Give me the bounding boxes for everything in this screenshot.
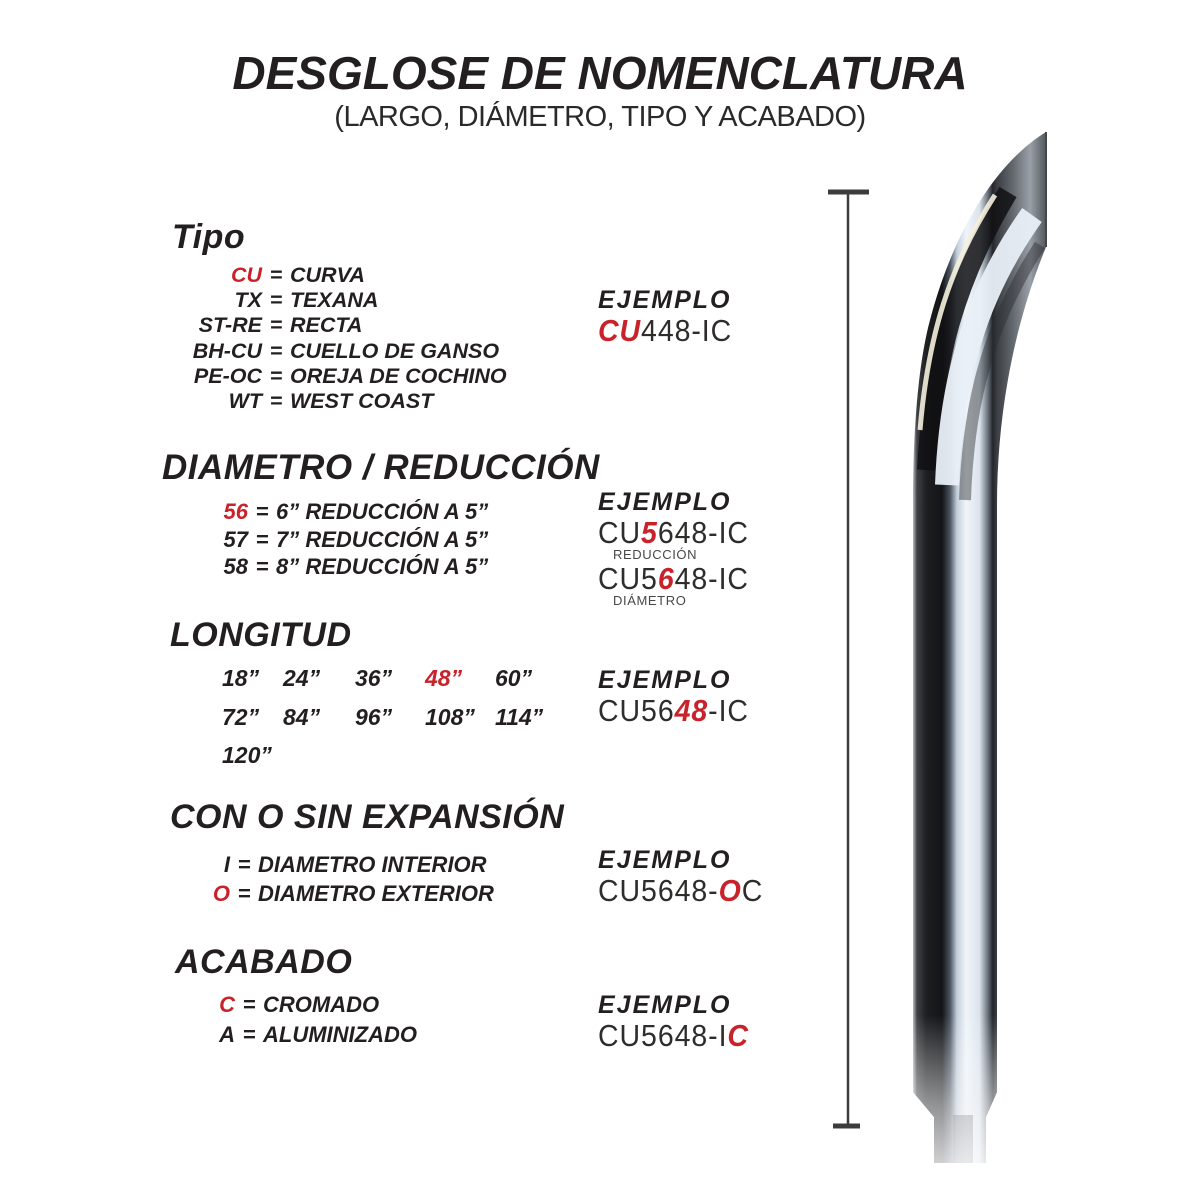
code-highlight: C xyxy=(727,1018,749,1053)
diameter-code: 58 xyxy=(223,554,248,580)
length-value: 60” xyxy=(495,665,533,691)
code-rest: 648-IC xyxy=(657,515,749,550)
code-rest: CU56 xyxy=(598,693,675,728)
type-value: CURVA xyxy=(290,263,365,287)
example-label: EJEMPLO xyxy=(598,286,732,314)
diameter-value: 7” REDUCCIÓN A 5” xyxy=(276,526,489,552)
length-value: 114” xyxy=(495,703,544,730)
length-value: 84” xyxy=(283,703,321,730)
equals-sign: = xyxy=(255,554,269,580)
equals-sign: = xyxy=(255,526,269,552)
type-value: TEXANA xyxy=(290,288,379,313)
type-value: WEST COAST xyxy=(290,389,434,414)
code-highlight: O xyxy=(718,873,742,908)
type-code: CU xyxy=(230,263,262,287)
equals-sign: = xyxy=(269,288,283,313)
type-value: RECTA xyxy=(290,313,363,338)
page-title: DESGLOSE DE NOMENCLATURA xyxy=(232,47,968,99)
length-value: 48” xyxy=(425,665,463,691)
finish-value: ALUMINIZADO xyxy=(263,1022,417,1047)
example-label: EJEMPLO xyxy=(598,666,732,694)
code-rest: -IC xyxy=(708,693,749,728)
section-tipo-heading: Tipo xyxy=(172,218,246,256)
section-diametro-heading: DIAMETRO / REDUCCIÓN xyxy=(162,448,600,487)
equals-sign: = xyxy=(237,852,251,877)
length-value: 36” xyxy=(355,665,393,691)
code-rest: CU5648-I xyxy=(598,1018,728,1053)
length-value: 18” xyxy=(222,665,260,691)
length-value: 108” xyxy=(425,703,475,730)
code-rest: 448-IC xyxy=(641,313,733,348)
diameter-value: 8” REDUCCIÓN A 5” xyxy=(276,554,489,580)
finish-value: CROMADO xyxy=(263,992,380,1017)
code-highlight: 5 xyxy=(641,515,658,550)
code-rest: CU5 xyxy=(598,561,658,596)
type-value: OREJA DE COCHINO xyxy=(290,363,507,388)
expansion-code: O xyxy=(212,880,230,906)
code-rest: CU xyxy=(598,515,642,550)
type-code: ST-RE xyxy=(198,313,262,338)
code-rest: 48-IC xyxy=(674,561,749,596)
length-value: 96” xyxy=(355,703,393,730)
length-value: 24” xyxy=(283,665,321,691)
equals-sign: = xyxy=(242,1022,256,1047)
length-value: 120” xyxy=(222,742,272,768)
equals-sign: = xyxy=(242,992,256,1017)
equals-sign: = xyxy=(269,338,283,363)
code-highlight: CU xyxy=(598,313,642,348)
code-highlight: 48 xyxy=(674,693,709,728)
example-caption: REDUCCIÓN xyxy=(613,547,698,562)
section-acabado-heading: ACABADO xyxy=(175,943,353,981)
expansion-value: DIAMETRO INTERIOR xyxy=(258,852,487,877)
equals-sign: = xyxy=(269,363,283,388)
type-code: PE-OC xyxy=(193,363,262,388)
expansion-code: I xyxy=(223,852,230,877)
type-code: TX xyxy=(234,288,262,313)
diameter-value: 6” REDUCCIÓN A 5” xyxy=(276,499,489,524)
equals-sign: = xyxy=(269,313,283,338)
example-label: EJEMPLO xyxy=(598,991,732,1019)
equals-sign: = xyxy=(255,499,269,524)
finish-code: A xyxy=(219,1022,235,1047)
code-rest: CU5648- xyxy=(598,873,719,908)
example-label: EJEMPLO xyxy=(598,846,732,874)
diameter-code: 56 xyxy=(223,499,248,524)
equals-sign: = xyxy=(269,389,283,414)
type-code: WT xyxy=(228,389,262,414)
code-rest: C xyxy=(741,873,764,908)
diameter-code: 57 xyxy=(223,526,248,552)
type-value: CUELLO DE GANSO xyxy=(290,338,500,363)
section-expansion-heading: CON O SIN EXPANSIÓN xyxy=(170,798,565,836)
equals-sign: = xyxy=(237,880,251,906)
height-measure-line xyxy=(828,192,869,1126)
code-highlight: 6 xyxy=(657,561,675,596)
length-value: 72” xyxy=(222,703,260,730)
page-subtitle: (LARGO, DIÁMETRO, TIPO Y ACABADO) xyxy=(334,101,866,133)
equals-sign: = xyxy=(269,263,283,287)
example-label: EJEMPLO xyxy=(598,488,732,516)
type-code: BH-CU xyxy=(192,338,262,363)
example-caption: DIÁMETRO xyxy=(613,593,687,608)
section-longitud-heading: LONGITUD xyxy=(170,616,352,654)
expansion-value: DIAMETRO EXTERIOR xyxy=(258,880,494,906)
finish-code: C xyxy=(219,992,235,1017)
